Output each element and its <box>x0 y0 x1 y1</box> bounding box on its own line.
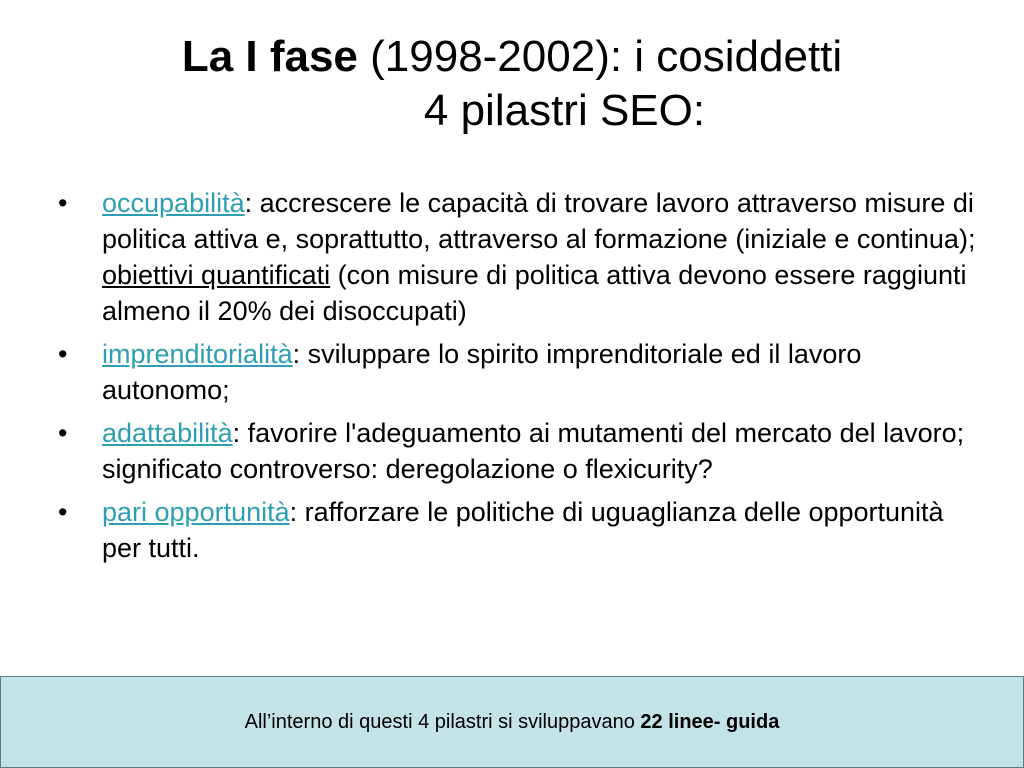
footer-callout <box>0 676 1024 768</box>
bullet-marker: • <box>58 418 68 448</box>
footer-text: All’interno di questi 4 pilastri si sviluppavano <box>244 710 641 733</box>
bullet-marker: • <box>58 497 68 527</box>
link-pari-opportunita[interactable]: pari opportunità <box>102 497 290 527</box>
list-item <box>58 494 978 566</box>
list-item <box>58 336 978 408</box>
link-occupabilita[interactable]: occupabilità <box>102 188 245 218</box>
list-item <box>58 415 978 487</box>
link-adattabilita[interactable]: adattabilità <box>102 418 233 448</box>
bullet-text: : accrescere le capacità di trovare lavoro attraverso misure di politica attiva e, soprattutto, attraverso al formazione (iniziale e continua); <box>102 188 976 254</box>
bullet-text: : sviluppare lo spirito imprenditoriale ed il lavoro autonomo; <box>102 339 862 405</box>
link-imprenditorialita[interactable]: imprenditorialità <box>102 339 293 369</box>
bullet-list <box>58 185 978 573</box>
title-line2: 4 pilastri SEO: <box>423 86 706 135</box>
slide-title <box>0 30 1024 138</box>
bullet-marker: • <box>58 188 68 218</box>
bullet-text-continued: (con misure di politica attiva devono essere raggiunti almeno il 20% dei disoccupati) <box>102 260 967 326</box>
footer-bold-text: 22 linee- guida <box>640 710 780 733</box>
footer-text-wrap <box>245 711 780 734</box>
list-item <box>58 185 978 329</box>
bullet-marker: • <box>58 339 68 369</box>
bullet-text: : favorire l'adeguamento ai mutamenti del mercato del lavoro; significato controverso: deregolazione o flexicurity? <box>102 418 965 484</box>
bullet-text: : rafforzare le politiche di uguaglianza delle opportunità per tutti. <box>102 497 944 563</box>
title-bold: La I fase <box>181 32 358 81</box>
bullet-underlined-text: obiettivi quantificati <box>102 260 331 290</box>
title-rest-line1: (1998-2002): i cosiddetti <box>357 32 843 81</box>
